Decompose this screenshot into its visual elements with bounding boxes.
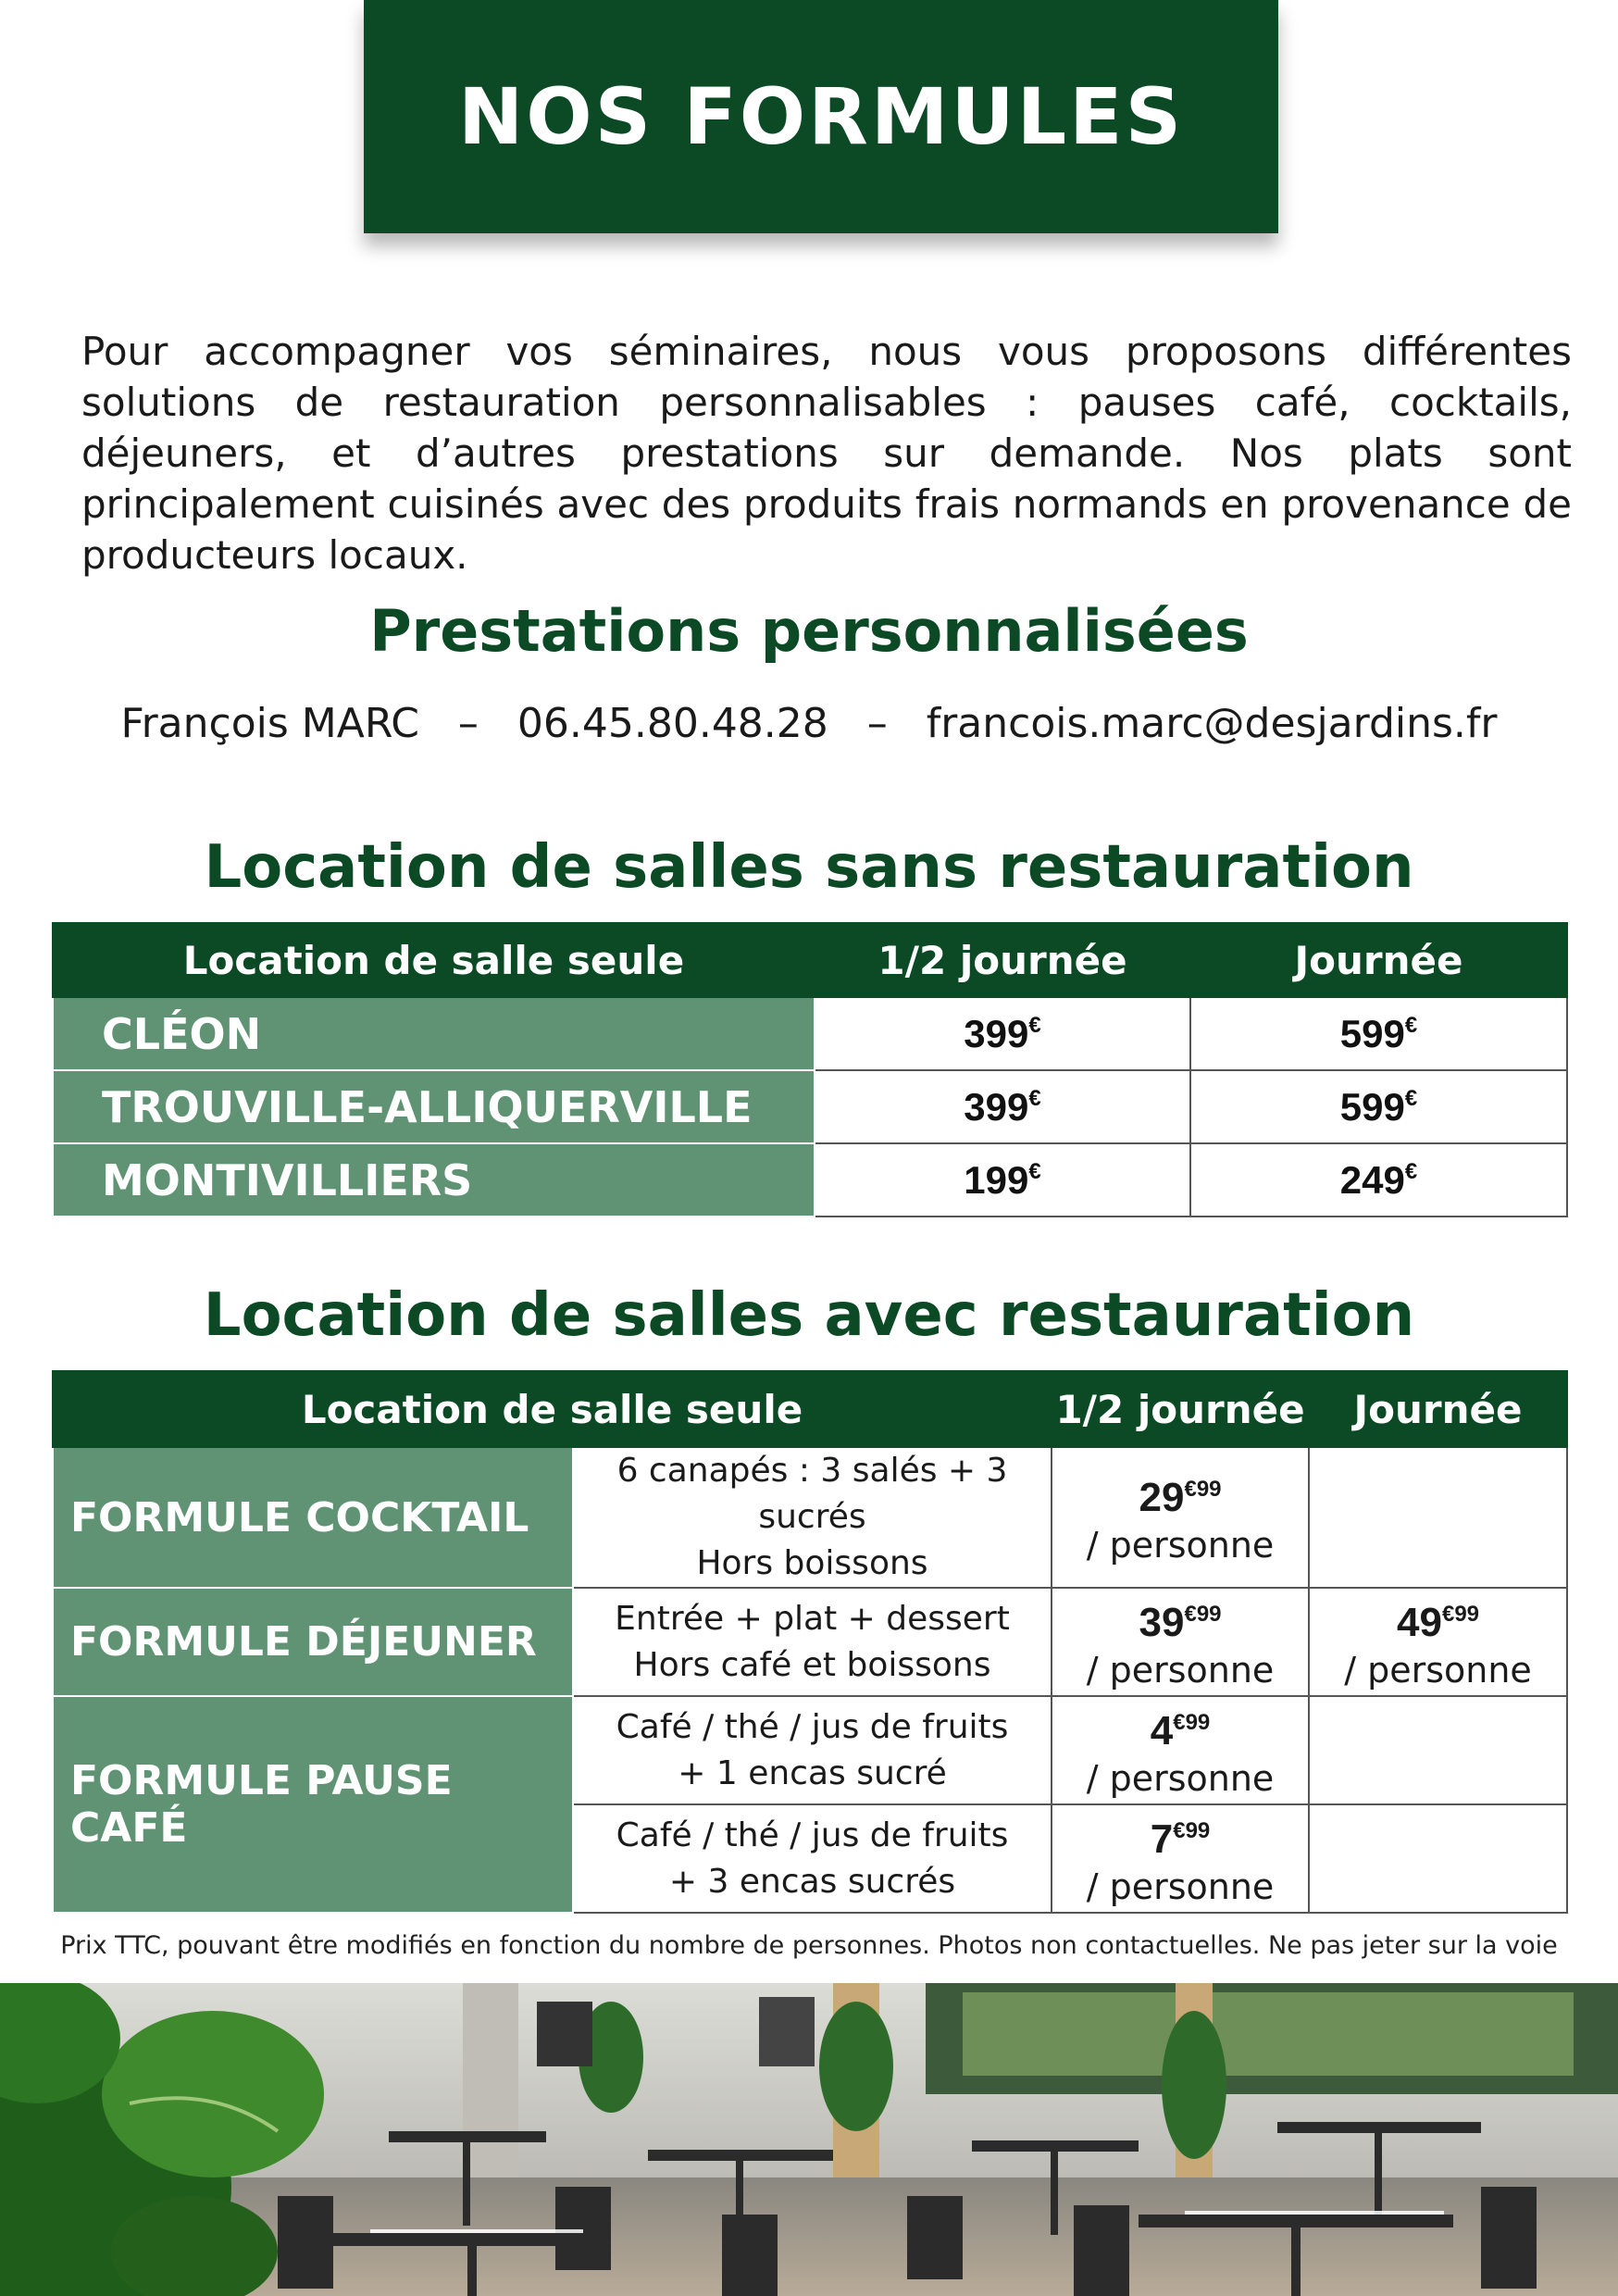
- price-full-day-empty: [1309, 1696, 1567, 1804]
- table-row: [53, 1696, 1567, 1804]
- separator: –: [457, 700, 479, 747]
- sans-restauration-heading: Location de salles sans restauration: [204, 833, 1414, 902]
- price-full-day-empty: [1309, 1804, 1567, 1913]
- header-location: Location de salle seule: [53, 1371, 1052, 1447]
- price-full-day: 599€: [1190, 997, 1567, 1070]
- table-row: [53, 1588, 1567, 1696]
- price-half-day: 199€: [815, 1143, 1190, 1217]
- price-half-day: 399€: [815, 1070, 1190, 1143]
- header-half-day: 1/2 journée: [815, 923, 1190, 997]
- price-half-day: $7^{€99}$ / personne: [1052, 1804, 1309, 1913]
- formule-description: Café / thé / jus de fruits + 3 encas sucrés: [573, 1804, 1052, 1913]
- site-name: TROUVILLE-ALLIQUERVILLE: [53, 1070, 815, 1143]
- price-full-day-empty: [1309, 1447, 1567, 1588]
- price-half-day: $29^{€99}$ / personne: [1052, 1447, 1309, 1588]
- header-half-day: 1/2 journée: [1052, 1371, 1309, 1447]
- price-half-day: 399€: [815, 997, 1190, 1070]
- formule-description: 6 canapés : 3 salés + 3 sucrés Hors boissons: [573, 1447, 1052, 1588]
- price-half-day: $4^{€99}$ / personne: [1052, 1696, 1309, 1804]
- prestations-heading: Prestations personnalisées: [369, 597, 1249, 665]
- avec-restauration-table: [52, 1370, 1568, 1914]
- separator: –: [866, 700, 888, 747]
- intro-paragraph: Pour accompagner vos séminaires, nous vous proposons différentes solutions de restauration personnalisables : pauses café, cocktails, déjeuners, et d’autres prestations sur demande. Nos plats sont principalement cuisinés avec des produits frais normands en provenance de producteurs locaux.: [81, 329, 1572, 578]
- avec-restauration-heading: Location de salles avec restauration: [203, 1281, 1415, 1350]
- formule-cocktail-label: FORMULE COCKTAIL: [53, 1447, 573, 1588]
- formule-pause-cafe-label: FORMULE PAUSE CAFÉ: [53, 1696, 573, 1913]
- restaurant-photo: [0, 1983, 1618, 2296]
- formule-description: Café / thé / jus de fruits + 1 encas sucré: [573, 1696, 1052, 1804]
- contact-phone[interactable]: 06.45.80.48.28: [517, 700, 828, 747]
- price-half-day: $39^{€99}$ / personne: [1052, 1588, 1309, 1696]
- header-full-day: Journée: [1309, 1371, 1567, 1447]
- table-row: [53, 1143, 1567, 1217]
- contact-name: François MARC: [120, 700, 419, 747]
- formule-description: Entrée + plat + dessert Hors café et boissons: [573, 1588, 1052, 1696]
- contact-email[interactable]: francois.marc@desjardins.fr: [926, 700, 1498, 747]
- header-full-day: Journée: [1190, 923, 1567, 997]
- table-row: [53, 997, 1567, 1070]
- page-title: NOS FORMULES: [364, 0, 1278, 233]
- table-header-row: [53, 1371, 1567, 1447]
- table-row: [53, 1447, 1567, 1588]
- table-row: [53, 1070, 1567, 1143]
- footer-note: Prix TTC, pouvant être modifiés en fonction du nombre de personnes. Photos non contactuelles. Ne pas jeter sur la voie: [60, 1931, 1558, 1960]
- site-name: CLÉON: [53, 997, 815, 1070]
- contact-line: [0, 700, 1618, 747]
- restaurant-photo-illustration: [0, 1983, 1618, 2296]
- header-location: Location de salle seule: [53, 923, 815, 997]
- price-full-day: $49^{€99}$ / personne: [1309, 1588, 1567, 1696]
- table-header-row: [53, 923, 1567, 997]
- price-full-day: 249€: [1190, 1143, 1567, 1217]
- formule-dejeuner-label: FORMULE DÉJEUNER: [53, 1588, 573, 1696]
- sans-restauration-table: [52, 922, 1568, 1217]
- price-full-day: 599€: [1190, 1070, 1567, 1143]
- site-name: MONTIVILLIERS: [53, 1143, 815, 1217]
